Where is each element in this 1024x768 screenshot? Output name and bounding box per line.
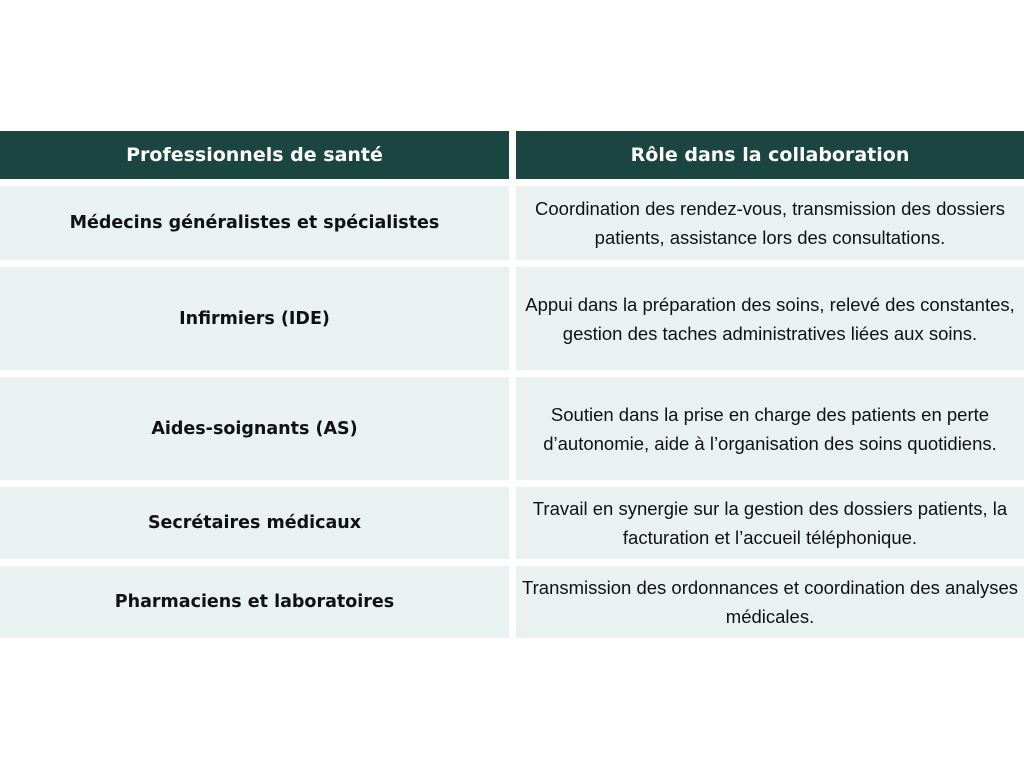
professional-cell: Infirmiers (IDE) — [0, 267, 509, 370]
header-role: Rôle dans la collaboration — [516, 131, 1024, 179]
role-cell: Soutien dans la prise en charge des patients en perte d’autonomie, aide à l’organisation des soins quotidiens. — [516, 377, 1024, 480]
professional-cell: Pharmaciens et laboratoires — [0, 566, 509, 638]
table-row — [0, 377, 1024, 480]
role-cell: Appui dans la préparation des soins, relevé des constantes, gestion des taches administratives liées aux soins. — [516, 267, 1024, 370]
table-row — [0, 186, 1024, 260]
role-cell: Coordination des rendez-vous, transmission des dossiers patients, assistance lors des consultations. — [516, 186, 1024, 260]
header-professionals: Professionnels de santé — [0, 131, 509, 179]
table-row — [0, 487, 1024, 559]
role-cell: Transmission des ordonnances et coordination des analyses médicales. — [516, 566, 1024, 638]
role-cell: Travail en synergie sur la gestion des dossiers patients, la facturation et l’accueil téléphonique. — [516, 487, 1024, 559]
table-header-row — [0, 131, 1024, 179]
professional-cell: Médecins généralistes et spécialistes — [0, 186, 509, 260]
collaboration-table — [0, 131, 1024, 645]
table-row — [0, 267, 1024, 370]
professional-cell: Aides-soignants (AS) — [0, 377, 509, 480]
table-row — [0, 566, 1024, 638]
professional-cell: Secrétaires médicaux — [0, 487, 509, 559]
